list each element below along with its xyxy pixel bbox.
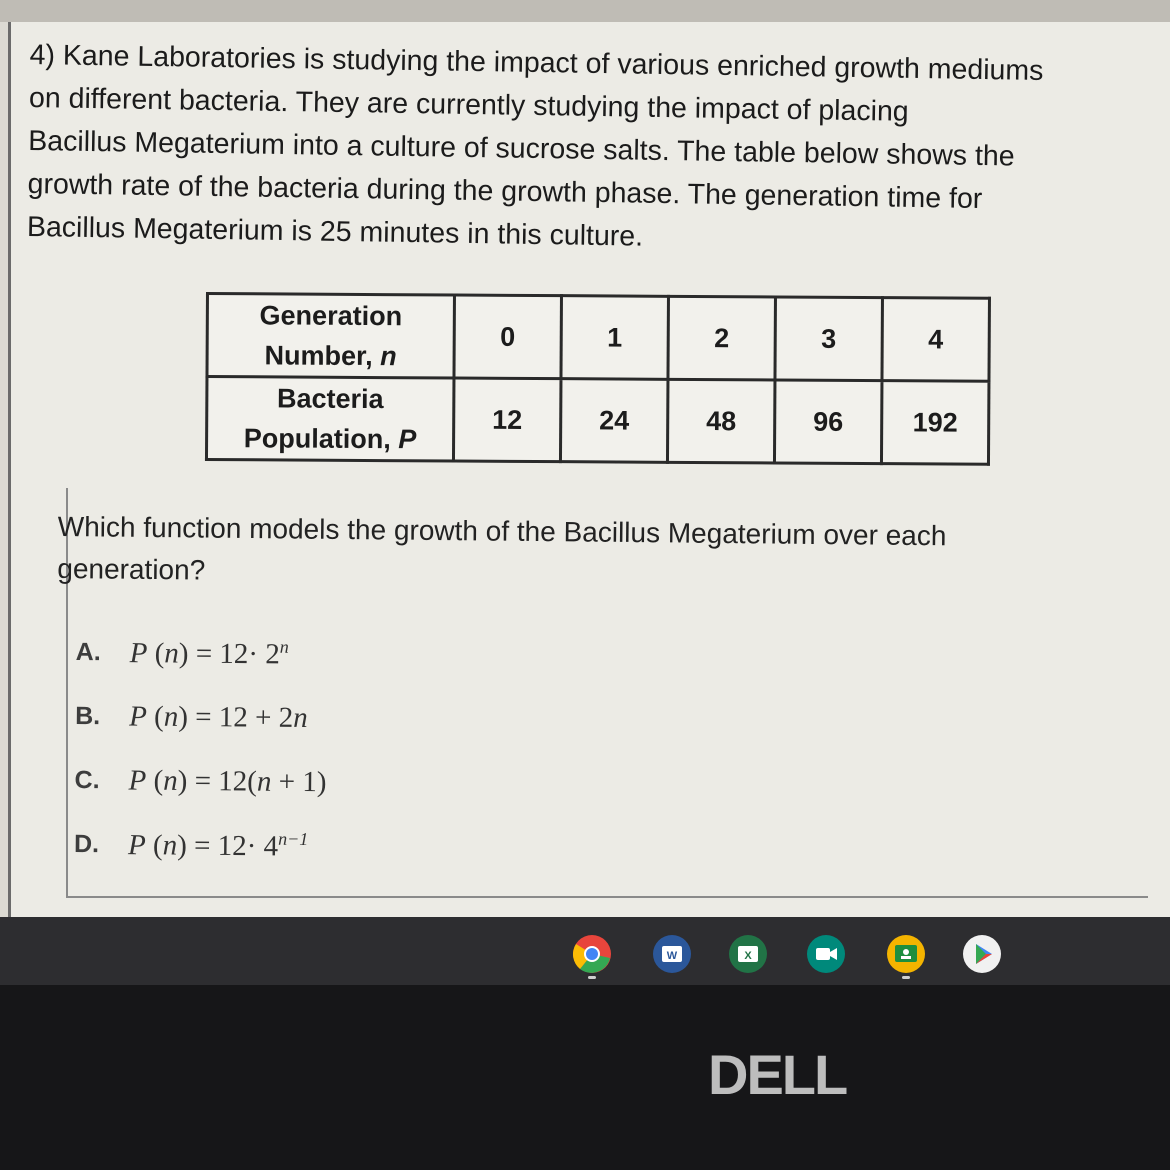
question-line: Bacillus Megaterium into a culture of sucrose salts. The table below shows the bbox=[28, 124, 1015, 173]
excel-icon[interactable] bbox=[728, 934, 768, 974]
browser-top-edge bbox=[0, 0, 1170, 22]
question-stem bbox=[27, 34, 1140, 266]
generation-header-cell: Generation Number, n bbox=[207, 294, 455, 379]
question-line: Bacillus Megaterium is 25 minutes in this culture. bbox=[26, 210, 644, 253]
question-line: growth rate of the bacteria during the growth phase. The generation time for bbox=[27, 167, 983, 215]
population-cell: 24 bbox=[560, 379, 668, 463]
running-indicator bbox=[902, 976, 910, 979]
choice-letter: A. bbox=[75, 637, 101, 666]
word-icon[interactable] bbox=[652, 934, 692, 974]
question-line: 4) Kane Laboratories is studying the impact of various enriched growth mediums bbox=[29, 38, 1044, 87]
choice-letter: D. bbox=[73, 829, 100, 858]
table-row-population bbox=[206, 377, 988, 465]
meet-icon[interactable] bbox=[806, 934, 846, 974]
population-cell: 192 bbox=[881, 381, 989, 465]
choice-a[interactable] bbox=[75, 620, 776, 690]
question-line: on different bacteria. They are currently studying the impact of placing bbox=[28, 81, 909, 128]
running-indicator bbox=[588, 976, 596, 979]
choice-letter: B. bbox=[75, 701, 101, 730]
choice-d[interactable] bbox=[74, 812, 775, 882]
generation-cell: 4 bbox=[882, 298, 990, 382]
play-store-icon[interactable] bbox=[962, 934, 1002, 974]
population-cell: 12 bbox=[453, 378, 561, 462]
svg-text:X: X bbox=[744, 950, 752, 962]
population-header-cell: Bacteria Population, P bbox=[206, 377, 454, 462]
choice-formula: P $(n) = 12\cdot 2^n$ bbox=[129, 636, 289, 671]
laptop-bezel bbox=[0, 985, 1170, 1170]
chrome-icon[interactable] bbox=[572, 934, 612, 974]
generation-cell: 2 bbox=[668, 296, 776, 380]
growth-data-table bbox=[205, 292, 991, 466]
svg-text:W: W bbox=[666, 950, 678, 962]
choice-formula: P (n) = 12 + 2n bbox=[129, 699, 308, 734]
choice-b[interactable] bbox=[75, 684, 776, 754]
question-prompt: Which function models the growth of the Bacillus Megaterium over each generation? bbox=[57, 510, 947, 586]
classroom-icon[interactable] bbox=[886, 934, 926, 974]
population-cell: 48 bbox=[667, 379, 775, 463]
brand-logo: DELL bbox=[708, 1043, 847, 1106]
generation-cell: 0 bbox=[454, 295, 562, 379]
choice-letter: C. bbox=[74, 765, 100, 794]
generation-cell: 3 bbox=[775, 297, 883, 381]
generation-cell: 1 bbox=[561, 296, 669, 380]
population-cell: 96 bbox=[774, 380, 882, 464]
choice-formula: P $(n) = 12\cdot 4^{n-1}$ bbox=[127, 828, 309, 863]
answer-choices bbox=[74, 620, 776, 882]
table-row-generation bbox=[207, 294, 989, 382]
choice-formula: P (n) = 12(n + 1) bbox=[128, 763, 327, 798]
choice-c[interactable] bbox=[74, 748, 775, 818]
